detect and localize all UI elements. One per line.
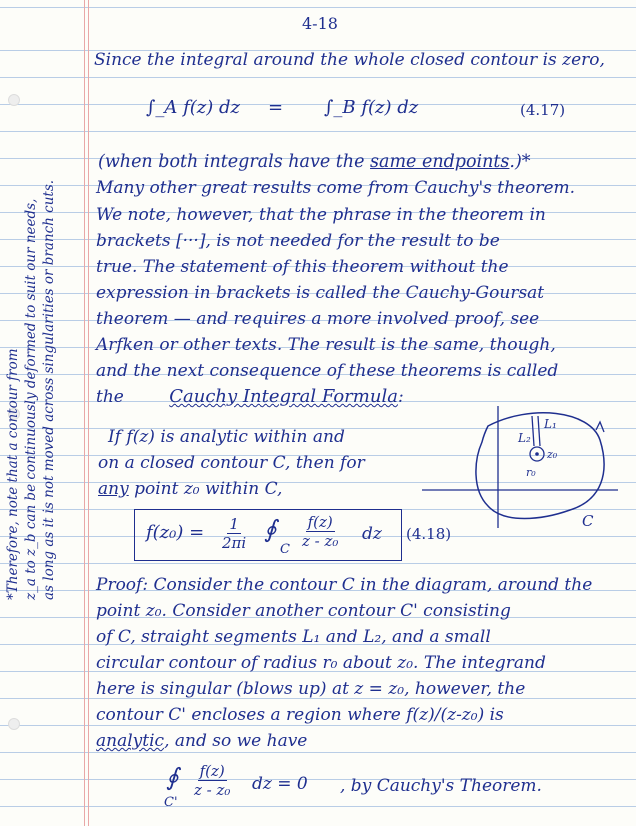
text-span: (when both integrals have the: [98, 152, 365, 172]
fraction-numerator: f(z): [199, 762, 225, 780]
text-line: circular contour of radius r₀ about z₀. The integrand: [96, 653, 546, 673]
contour-diagram: [420, 400, 620, 530]
text-line: Proof: Consider the contour C in the diagram, around the: [96, 575, 593, 595]
equation-number: (4.18): [406, 525, 452, 543]
contour-C: [476, 413, 604, 519]
label-C: C: [582, 512, 594, 530]
fraction-denominator: z - z₀: [302, 532, 339, 550]
text-span: :: [397, 387, 404, 407]
contour-integral-sign: ∮: [166, 763, 179, 791]
segment-L2: [538, 416, 540, 446]
text-line: [98, 152, 531, 172]
binder-hole: [8, 718, 20, 730]
text-span: the: [96, 387, 124, 407]
underlined-word: analytic: [96, 731, 165, 751]
text-line: Many other great results come from Cauchy's theorem.: [96, 178, 576, 198]
text-line: Since the integral around the whole closed contour is zero,: [94, 50, 605, 70]
text-span: .)*: [509, 152, 531, 172]
label-r0: r₀: [526, 466, 536, 479]
label-z0: z₀: [547, 448, 558, 461]
text-line: , by Cauchy's Theorem.: [340, 776, 542, 796]
margin-note-line: as long as it is not moved across singularities or branch cuts.: [41, 179, 57, 600]
text-span: , and so we have: [164, 731, 308, 751]
underlined-word: any: [98, 479, 129, 499]
integral-subscript: C: [280, 542, 290, 557]
contour-arrow: [596, 422, 604, 432]
label-L2: L₂: [518, 431, 531, 445]
equation-rhs: ∫_B f(z) dz: [324, 97, 419, 118]
margin-line: [84, 0, 85, 826]
margin-note: [4, 40, 58, 600]
margin-line: [88, 0, 89, 826]
text-line: and the next consequence of these theorems is called: [96, 361, 559, 381]
text-line: [96, 731, 307, 751]
equation-lhs: ∫_A f(z) dz: [146, 97, 241, 118]
formula-name: Cauchy Integral Formula: [169, 386, 398, 407]
integrand-fraction: [302, 513, 338, 550]
fraction-denominator: z - z₀: [194, 781, 231, 799]
formula-lhs: f(z₀) =: [146, 522, 205, 543]
text-line: [98, 479, 282, 499]
underlined-phrase: same endpoints: [370, 152, 510, 172]
text-line: If f(z) is analytic within and: [108, 427, 345, 447]
margin-note-line: *Therefore, note that a contour from: [5, 348, 21, 600]
integrand-fraction: [194, 762, 230, 799]
equation-equals: =: [268, 97, 284, 118]
text-span: point z₀ within C,: [134, 479, 283, 499]
equation-tail: dz = 0: [252, 774, 308, 794]
fraction-numerator: f(z): [307, 513, 333, 531]
text-line: brackets [···], is not needed for the result to be: [96, 231, 500, 251]
text-line: Arfken or other texts. The result is the same, though,: [96, 335, 556, 355]
text-line: [96, 387, 404, 407]
point-z0: [535, 452, 539, 456]
text-line: on a closed contour C, then for: [98, 453, 365, 473]
text-line: theorem — and requires a more involved proof, see: [96, 309, 540, 329]
margin-note-line: z_a to z_b can be continuously deformed to suit our needs,: [23, 198, 39, 600]
text-line: of C, straight segments L₁ and L₂, and a small: [96, 627, 491, 647]
text-line: We note, however, that the phrase in the theorem in: [96, 205, 546, 225]
equation-number: (4.17): [520, 101, 566, 119]
text-line: here is singular (blows up) at z = z₀, however, the: [96, 679, 526, 699]
integral-subscript: C': [164, 795, 178, 810]
text-line: expression in brackets is called the Cauchy-Goursat: [96, 283, 545, 303]
coefficient-fraction: [222, 515, 246, 552]
segment-L1: [532, 416, 534, 446]
differential: dz: [362, 524, 382, 544]
label-L1: L₁: [544, 417, 557, 431]
fraction-denominator: 2πi: [222, 534, 247, 552]
text-line: point z₀. Consider another contour C' consisting: [96, 601, 511, 621]
page-number: 4-18: [302, 14, 338, 33]
text-line: contour C' encloses a region where f(z)/(z-z₀) is: [96, 705, 504, 725]
text-line: true. The statement of this theorem without the: [96, 257, 509, 277]
fraction-numerator: 1: [229, 515, 239, 533]
contour-integral-sign: ∮: [264, 515, 277, 543]
